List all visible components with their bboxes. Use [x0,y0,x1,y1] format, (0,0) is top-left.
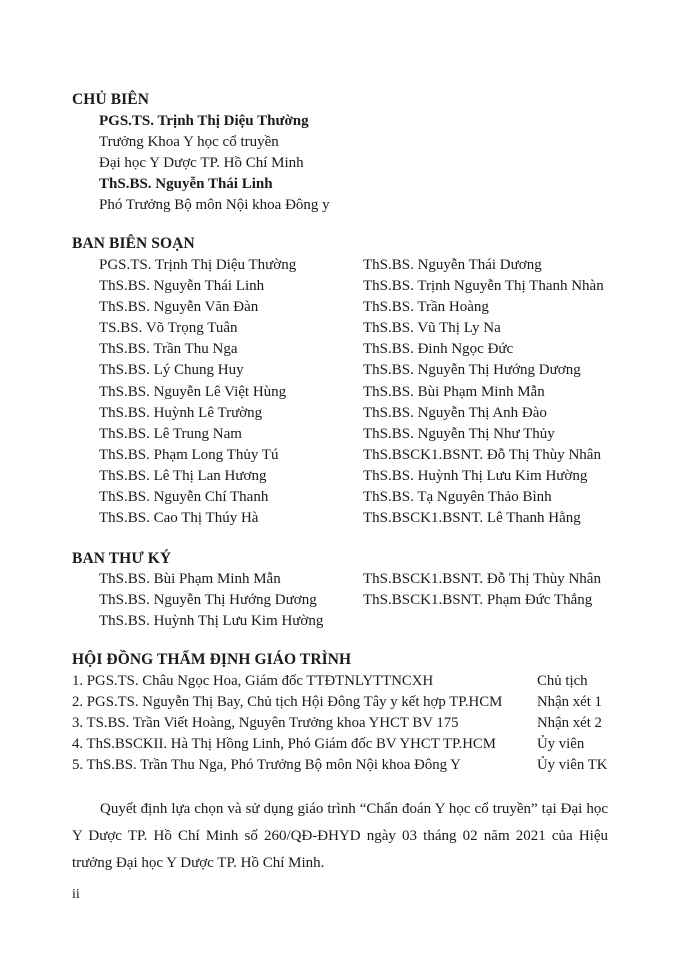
author-right: ThS.BSCK1.BSNT. Đỗ Thị Thùy Nhân [363,447,601,463]
author-left: ThS.BS. Trần Thu Nga [99,341,238,357]
editor-line: PGS.TS. Trịnh Thị Diệu Thường [99,113,309,129]
author-left: TS.BS. Võ Trọng Tuân [99,320,238,336]
secretary-left: ThS.BS. Huỳnh Thị Lưu Kim Hường [99,613,324,629]
council-role: Ủy viên TK [537,757,608,773]
author-right: ThS.BS. Đinh Ngọc Đức [363,341,514,357]
council-role: Ủy viên [537,736,585,752]
author-left: ThS.BS. Huỳnh Lê Trường [99,405,263,421]
author-right: ThS.BSCK1.BSNT. Lê Thanh Hằng [363,510,581,526]
page-number: ii [72,887,80,902]
council-role: Nhận xét 2 [537,715,602,731]
secretary-right: ThS.BSCK1.BSNT. Phạm Đức Thắng [363,592,593,608]
council-member: 1. PGS.TS. Châu Ngọc Hoa, Giám đốc TTĐTNLYTTNCXH [72,673,434,689]
council-member: 2. PGS.TS. Nguyễn Thị Bay, Chủ tịch Hội Đông Tây y kết hợp TP.HCM [72,694,503,710]
council-role: Chủ tịch [537,673,588,689]
author-right: ThS.BS. Vũ Thị Ly Na [363,320,501,336]
author-left: ThS.BS. Nguyễn Thái Linh [99,278,265,294]
author-left: ThS.BS. Lê Trung Nam [99,426,242,442]
author-right: ThS.BS. Nguyễn Thị Như Thủy [363,426,555,442]
author-right: ThS.BS. Nguyễn Thị Anh Đào [363,405,547,421]
author-left: PGS.TS. Trịnh Thị Diệu Thường [99,257,297,273]
editor-line: Phó Trưởng Bộ môn Nội khoa Đông y [99,197,330,213]
secretary-left: ThS.BS. Nguyễn Thị Hướng Dương [99,592,317,608]
author-left: ThS.BS. Nguyễn Lê Việt Hùng [99,384,287,400]
council-role: Nhận xét 1 [537,694,602,710]
editor-line: Trưởng Khoa Y học cổ truyền [99,134,279,150]
editor-line: Đại học Y Dược TP. Hồ Chí Minh [99,155,304,171]
author-right: ThS.BS. Huỳnh Thị Lưu Kim Hường [363,468,588,484]
author-left: ThS.BS. Nguyễn Chí Thanh [99,489,269,505]
council-member: 4. ThS.BSCKII. Hà Thị Hồng Linh, Phó Giám đốc BV YHCT TP.HCM [72,736,496,752]
secretary-left: ThS.BS. Bùi Phạm Minh Mẫn [99,571,281,587]
chu-bien-heading: CHỦ BIÊN [72,91,150,108]
author-left: ThS.BS. Cao Thị Thúy Hà [99,510,259,526]
author-right: ThS.BS. Nguyễn Thị Hướng Dương [363,362,581,378]
author-left: ThS.BS. Phạm Long Thủy Tú [99,447,279,463]
author-right: ThS.BS. Bùi Phạm Minh Mẫn [363,384,545,400]
hoi-dong-heading: HỘI ĐỒNG THẨM ĐỊNH GIÁO TRÌNH [72,651,352,668]
author-right: ThS.BS. Tạ Nguyên Thảo Bình [363,489,552,505]
ban-bien-soan-heading: BAN BIÊN SOẠN [72,235,195,252]
council-member: 3. TS.BS. Trần Viết Hoàng, Nguyên Trưởng khoa YHCT BV 175 [72,715,459,731]
author-left: ThS.BS. Nguyễn Văn Đàn [99,299,259,315]
author-right: ThS.BS. Nguyễn Thái Dương [363,257,542,273]
decision-paragraph: Quyết định lựa chọn và sử dụng giáo trình “Chẩn đoán Y học cổ truyền” tại Đại học Y Dược TP. Hồ Chí Minh số 260/QĐ-ĐHYD ngày 03 tháng 02 năm 2021 của Hiệu trưởng Đại học Y Dược TP. Hồ Chí Minh. [72,801,608,871]
secretary-right: ThS.BSCK1.BSNT. Đỗ Thị Thùy Nhân [363,571,601,587]
ban-thu-ky-heading: BAN THƯ KÝ [72,550,172,567]
council-member: 5. ThS.BS. Trần Thu Nga, Phó Trưởng Bộ môn Nội khoa Đông Y [72,757,461,773]
author-right: ThS.BS. Trịnh Nguyễn Thị Thanh Nhàn [363,278,604,294]
editor-line: ThS.BS. Nguyễn Thái Linh [99,176,273,192]
author-left: ThS.BS. Lý Chung Huy [99,362,244,378]
author-right: ThS.BS. Trần Hoàng [363,299,489,315]
author-left: ThS.BS. Lê Thị Lan Hương [99,468,267,484]
